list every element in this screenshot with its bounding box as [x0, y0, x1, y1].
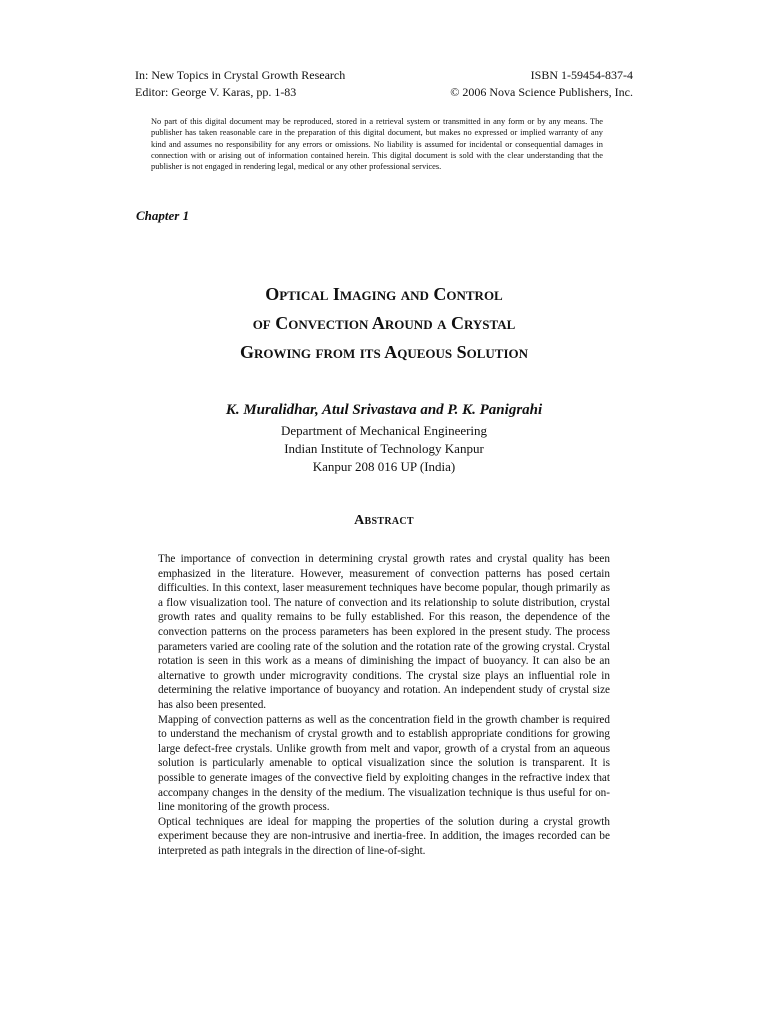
- affiliation-line: Kanpur 208 016 UP (India): [312, 459, 456, 474]
- title-line: Growing from its Aqueous Solution: [239, 342, 529, 362]
- affiliation-line: Indian Institute of Technology Kanpur: [284, 441, 484, 456]
- abstract-paragraph: Optical techniques are ideal for mapping the properties of the solution during a crystal growth experiment because they are non-intrusive and inertia-free. In addition, the images recorded can be interpreted as path integrals in the direction of line-of-sight.: [158, 815, 610, 857]
- authors: K. Muralidhar, Atul Srivastava and P. K. Panigrahi: [225, 402, 543, 418]
- isbn: ISBN 1-59454-837-4: [530, 68, 633, 82]
- book-title: In: New Topics in Crystal Growth Research: [135, 68, 346, 82]
- publication-header: [135, 67, 633, 101]
- abstract-paragraph: The importance of convection in determining crystal growth rates and crystal quality has been emphasized in the literature. However, measurement of convection patterns has posed certain difficulties. In this context, laser measurement techniques have become popular, though primarily as a flow visualization tool. The nature of convection and its relationship to solute distribution, crystal growth rates and quality remains to be fully established. For this reason, the dependence of the convection patterns on the process parameters has been explored in the present study. The process parameters varied are cooling rate of the solution and the rotation rate of the growing crystal. Crystal rotation is seen in this work as a means of diminishing the impact of buoyancy. It can also be an alternative to growth under microgravity conditions. The crystal size plays an influential role in determining the relative importance of buoyancy and rotation. An independent study of crystal size has also been presented.: [158, 553, 610, 711]
- abstract-paragraph: Mapping of convection patterns as well as the concentration field in the growth chamber is required to understand the mechanism of crystal growth and to establish appropriate conditions for growing large defect-free crystals. Unlike growth from melt and vapor, growth of a crystal from an aqueous solution is particularly amenable to optical visualization since the solution is transparent. It is possible to generate images of the convective field by exploiting changes in the refractive index that accompany changes in the density of the medium. The visualization technique is thus useful for on-line monitoring of the growth process.: [158, 713, 610, 814]
- chapter-label: Chapter 1: [136, 208, 190, 223]
- title-line: of Convection Around a Crystal: [252, 313, 516, 333]
- affiliation-line: Department of Mechanical Engineering: [280, 423, 488, 438]
- paper-title: [134, 280, 634, 367]
- editor-pages: Editor: George V. Karas, pp. 1-83: [135, 85, 297, 99]
- abstract-body: [158, 552, 610, 858]
- affiliation: [134, 422, 634, 476]
- copyright-notice: No part of this digital document may be reproduced, stored in a retrieval system or transmitted in any form or by any means. The publisher has taken reasonable care in the preparation of this digital document, but makes no expressed or implied warranty of any kind and assumes no responsibility for any errors or omissions. No liability is assumed for incidental or consequential damages in connection with or arising out of information contained herein. This digital document is sold with the clear understanding that the publisher is not engaged in rendering legal, medical or any other professional services.: [151, 117, 603, 172]
- copyright: © 2006 Nova Science Publishers, Inc.: [450, 85, 633, 99]
- abstract-heading: Abstract: [354, 513, 414, 528]
- title-line: Optical Imaging and Control: [265, 284, 503, 304]
